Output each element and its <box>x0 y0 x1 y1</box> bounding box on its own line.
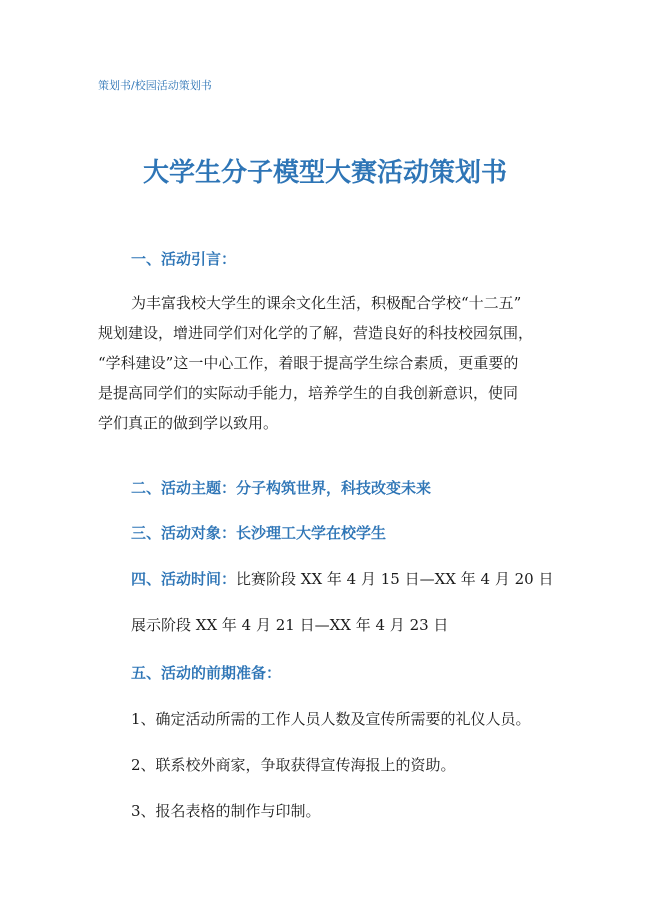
introduction-paragraph <box>131 288 558 318</box>
document-title: 大学生分子模型大赛活动策划书 <box>142 158 507 188</box>
paragraph-line: 是提高同学们的实际动手能力，培养学生的自我创新意识，使同 <box>98 384 519 402</box>
section-heading-time-label: 四、活动时间： <box>131 570 237 588</box>
paragraph-line: “学科建设”这一中心工作，着眼于提高学生综合素质，更重要的 <box>98 354 519 372</box>
exhibition-period: 展示阶段 XX 年 4 月 21 日—XX 年 4 月 23 日 <box>131 616 449 634</box>
preparation-item: 1、确定活动所需的工作人员人数及宣传所需要的礼仪人员。 <box>131 710 531 728</box>
paragraph-line: 学们真正的做到学以致用。 <box>98 414 279 432</box>
paragraph-line: 为丰富我校大学生的课余文化生活，积极配合学校“十二五” <box>131 294 522 312</box>
introduction-paragraph-body <box>98 318 558 438</box>
section-heading-preparation: 五、活动的前期准备： <box>131 664 282 682</box>
section-heading-introduction: 一、活动引言： <box>131 250 237 268</box>
breadcrumb: 策划书/校园活动策划书 <box>98 79 212 92</box>
preparation-item: 2、联系校外商家，争取获得宣传海报上的资助。 <box>131 756 456 774</box>
section-heading-time <box>131 569 553 589</box>
section-heading-audience: 三、活动对象：长沙理工大学在校学生 <box>131 524 387 542</box>
paragraph-line: 规划建设，增进同学们对化学的了解，营造良好的科技校园氛围， <box>98 324 534 342</box>
preparation-item: 3、报名表格的制作与印制。 <box>131 802 321 820</box>
section-heading-theme: 二、活动主题：分子构筑世界，科技改变未来 <box>131 479 432 497</box>
competition-period: 比赛阶段 XX 年 4 月 15 日—XX 年 4 月 20 日 <box>236 570 554 588</box>
